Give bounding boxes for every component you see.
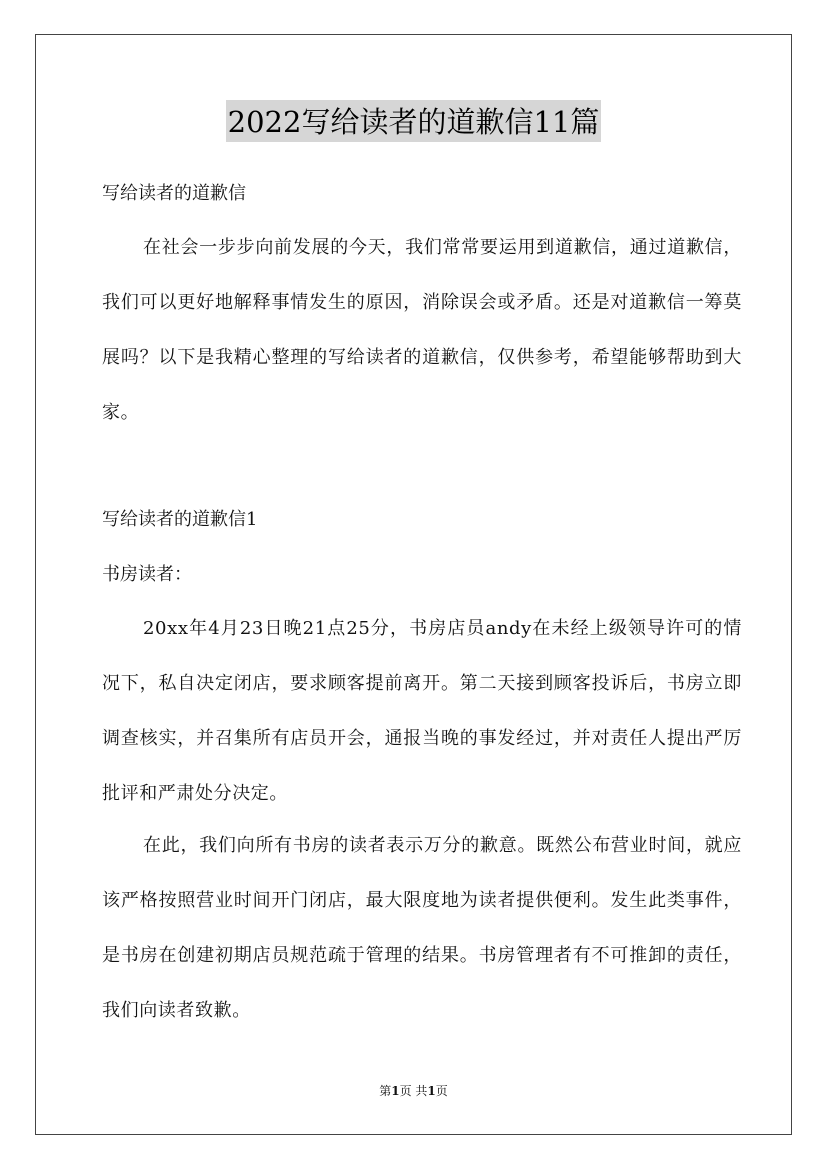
page-footer	[0, 1082, 827, 1100]
footer-prefix: 第	[379, 1084, 392, 1098]
section-heading: 写给读者的道歉信1	[102, 509, 258, 530]
salutation: 书房读者：	[102, 564, 192, 585]
footer-mid: 页 共	[399, 1084, 428, 1098]
body-paragraph-2: 在此，我们向所有书房的读者表示万分的歉意。既然公布营业时间，就应该严格按照营业时间开门闭店，最大限度地为读者提供便利。发生此类事件，是书房在创建初期店员规范疏于管理的结果。书房管理者有不可推卸的责任，我们向读者致歉。	[102, 835, 742, 1021]
intro-paragraph: 在社会一步步向前发展的今天，我们常常要运用到道歉信，通过道歉信，我们可以更好地解释事情发生的原因，消除误会或矛盾。还是对道歉信一筹莫展吗？以下是我精心整理的写给读者的道歉信，仅供参考，希望能够帮助到大家。	[102, 237, 742, 423]
title-container	[0, 100, 827, 142]
footer-suffix: 页	[435, 1084, 448, 1098]
body-paragraph-1: 20xx年4月23日晚21点25分，书房店员andy在未经上级领导许可的情况下，私自决定闭店，要求顾客提前离开。第二天接到顾客投诉后，书房立即调查核实，并召集所有店员开会，通报当晚的事发经过，并对责任人提出严厉批评和严肃处分决定。	[102, 618, 742, 804]
footer-current-page: 1	[391, 1084, 400, 1098]
footer-total-pages: 1	[427, 1084, 436, 1098]
document-title: 2022写给读者的道歉信11篇	[226, 100, 602, 142]
intro-heading: 写给读者的道歉信	[102, 183, 246, 204]
